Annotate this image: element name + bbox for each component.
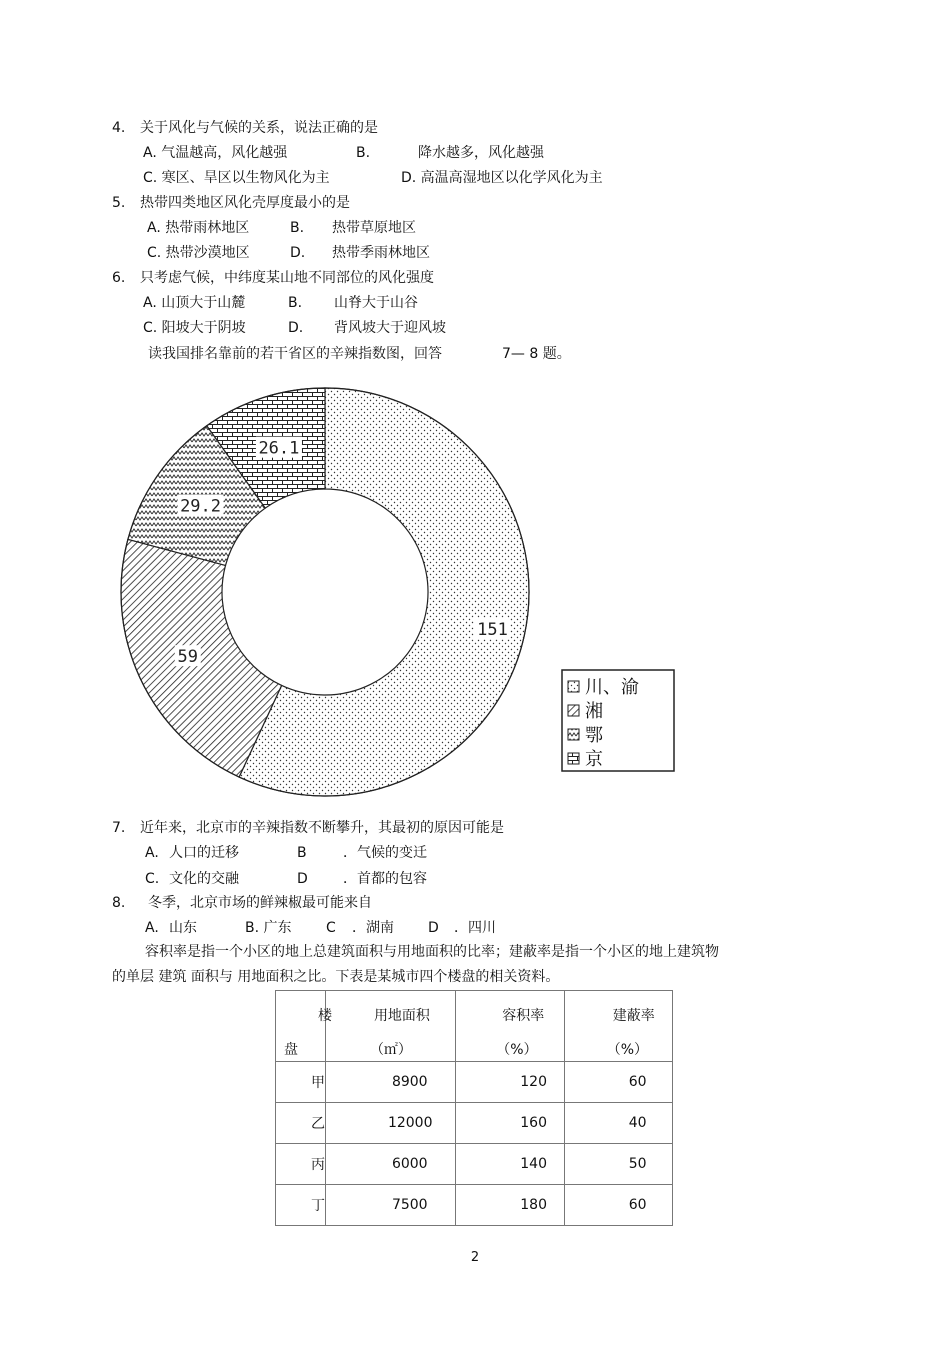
question-4-stem: 4. 关于风化与气候的关系，说法正确的是: [112, 120, 378, 136]
table-cell-far: 120: [456, 1062, 564, 1103]
question-6-option-b-letter: B.: [288, 295, 303, 311]
table-cell-area: 8900: [325, 1062, 455, 1103]
paragraph-line-2: 的单层 建筑 面积与 用地面积之比。下表是某城市四个楼盘的相关资料。: [112, 969, 560, 985]
legend-swatch: [568, 753, 579, 764]
legend-swatch: [568, 705, 579, 716]
question-4-option-d: D. 高温高湿地区以化学风化为主: [401, 170, 603, 186]
header-cell-area: 用地面积 （㎡）: [325, 991, 455, 1062]
question-7-option-d: ．首都的包容: [343, 871, 427, 887]
question-7-option-a: 人口的迁移: [169, 845, 239, 861]
table-cell-name: 丙: [276, 1144, 326, 1185]
legend-swatch: [568, 681, 579, 692]
question-5-option-d-letter: D.: [290, 245, 306, 261]
table-row: [276, 1144, 673, 1185]
question-4-option-b-letter: B.: [356, 145, 371, 161]
question-8-option-a: 山东: [169, 920, 197, 936]
question-5-option-b-letter: B.: [290, 220, 305, 236]
question-5-stem: 5. 热带四类地区风化壳厚度最小的是: [112, 195, 350, 211]
table-header-row: [276, 991, 673, 1062]
table-cell-area: 12000: [325, 1103, 455, 1144]
table-cell-name: 乙: [276, 1103, 326, 1144]
question-8-stem: 8. 冬季，北京市场的鲜辣椒最可能来自: [112, 895, 372, 911]
legend-item-jing: 京: [585, 749, 603, 770]
building-data-table: [275, 990, 673, 1226]
slice-value-label: 26.1: [258, 438, 300, 459]
table-row: [276, 1103, 673, 1144]
question-6-option-d: 背风坡大于迎风坡: [334, 320, 446, 336]
table-cell-far: 160: [456, 1103, 564, 1144]
question-6-stem: 6. 只考虑气候，中纬度某山地不同部位的风化强度: [112, 270, 434, 286]
page-number: 2: [470, 1250, 480, 1265]
question-6-option-b: 山脊大于山谷: [334, 295, 418, 311]
slice-value-label: 29.2: [180, 496, 222, 517]
table-cell-coverage: 60: [564, 1185, 672, 1226]
table-cell-area: 6000: [325, 1144, 455, 1185]
table-row: [276, 1185, 673, 1226]
question-6-option-d-letter: D.: [288, 320, 304, 336]
question-8-option-d-letter: D: [428, 920, 439, 936]
legend-item-chuan-yu: 川、渝: [585, 677, 639, 698]
question-8-option-c: ．湖南: [352, 920, 394, 936]
chart-intro-range: 7— 8 题。: [502, 346, 571, 362]
question-8-option-a-letter: A.: [145, 920, 159, 936]
question-4-option-c: C. 寒区、旱区以生物风化为主: [143, 170, 330, 186]
question-5-option-c: C. 热带沙漠地区: [147, 245, 250, 261]
table-cell-area: 7500: [325, 1185, 455, 1226]
question-7-option-a-letter: A.: [145, 845, 159, 861]
legend-item-xiang: 湘: [585, 701, 603, 722]
legend-swatch: [568, 729, 579, 740]
header-cell-coverage: 建蔽率 （%）: [564, 991, 672, 1062]
question-7-option-c-letter: C.: [145, 871, 160, 887]
table-cell-coverage: 40: [564, 1103, 672, 1144]
question-6-option-a: A. 山顶大于山麓: [143, 295, 246, 311]
header-cell-far: 容积率 （%）: [456, 991, 564, 1062]
question-4-option-a: A. 气温越高，风化越强: [143, 145, 288, 161]
table-cell-name: 丁: [276, 1185, 326, 1226]
legend-item-e: 鄂: [585, 725, 603, 746]
question-8-option-d: ．四川: [454, 920, 496, 936]
question-7-option-d-letter: D: [297, 871, 308, 887]
question-7-option-b: ．气候的变迁: [343, 845, 427, 861]
question-8-option-b: B. 广东: [245, 920, 292, 936]
table-cell-coverage: 50: [564, 1144, 672, 1185]
question-5-option-a: A. 热带雨林地区: [147, 220, 250, 236]
slice-value-label: 151: [477, 619, 508, 640]
question-7-option-b-letter: B: [297, 845, 307, 861]
paragraph-line-1: 容积率是指一个小区的地上总建筑面积与用地面积的比率；建蔽率是指一个小区的地上建筑物: [145, 944, 719, 960]
table-row: [276, 1062, 673, 1103]
question-5-option-b: 热带草原地区: [332, 220, 416, 236]
question-8-option-c-letter: C: [326, 920, 336, 936]
table-cell-name: 甲: [276, 1062, 326, 1103]
chart-legend: [562, 670, 674, 771]
question-7-stem: 7. 近年来，北京市的辛辣指数不断攀升，其最初的原因可能是: [112, 820, 504, 836]
chart-intro-text: 读我国排名靠前的若干省区的辛辣指数图，回答: [148, 346, 442, 362]
question-5-option-d: 热带季雨林地区: [332, 245, 430, 261]
slice-value-label: 59: [177, 647, 199, 668]
table-cell-far: 140: [456, 1144, 564, 1185]
table-cell-far: 180: [456, 1185, 564, 1226]
question-7-option-c: 文化的交融: [169, 871, 239, 887]
table-cell-coverage: 60: [564, 1062, 672, 1103]
question-6-option-c: C. 阳坡大于阴坡: [143, 320, 246, 336]
question-4-option-b: 降水越多，风化越强: [418, 145, 544, 161]
header-cell-building: 楼 盘: [276, 991, 326, 1062]
